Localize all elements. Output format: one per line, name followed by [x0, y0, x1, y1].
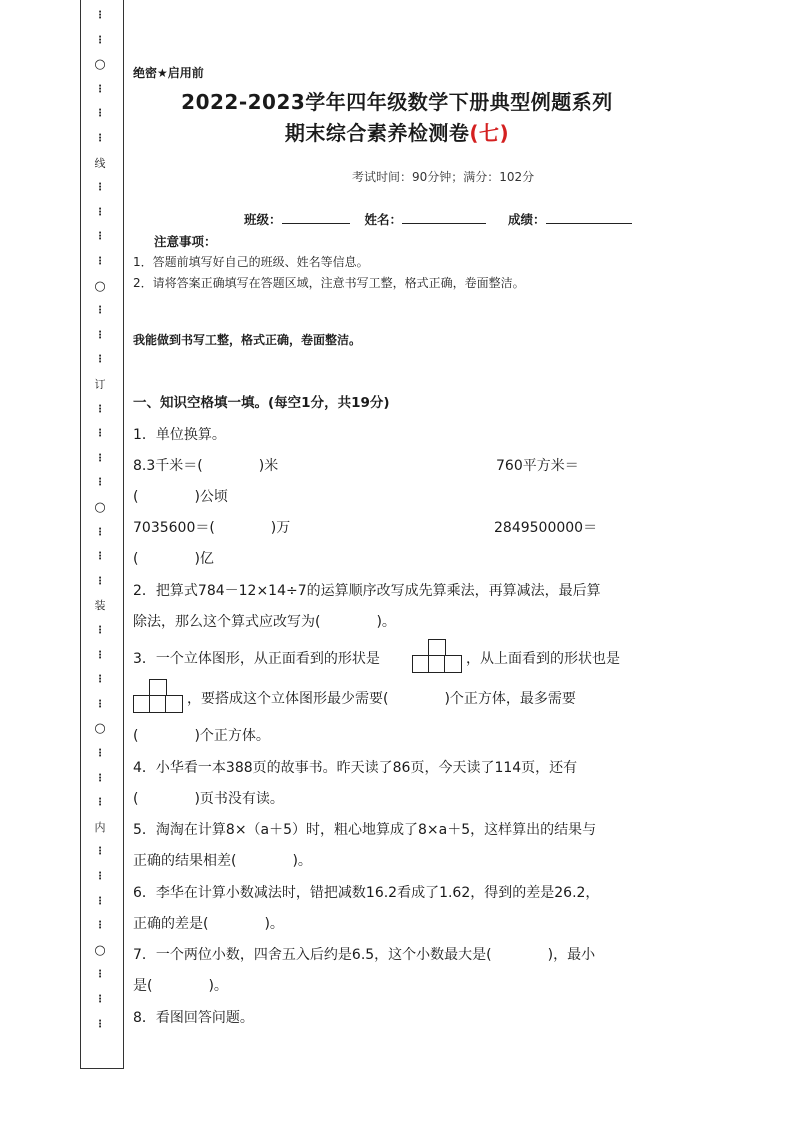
binding-dots: ⋮ — [95, 649, 105, 661]
binding-dots: ⋮ — [95, 206, 105, 218]
paper-title-line1: 2022-2023学年四年级数学下册典型例题系列 — [181, 90, 613, 114]
score-blank[interactable] — [546, 211, 632, 224]
question-1-c: 7035600＝( )万 — [133, 520, 291, 536]
binding-dots: ⋮ — [95, 182, 105, 194]
binding-dots: ⋮ — [95, 83, 105, 95]
binding-dots: ⋮ — [95, 748, 105, 759]
binding-dots: ⋮ — [95, 452, 105, 464]
binding-word: 线 — [94, 156, 106, 170]
binding-dots: ⋮ — [95, 305, 105, 317]
question-4-line2: ( )页书没有读。 — [133, 791, 284, 807]
binding-dots: ⋮ — [95, 698, 105, 710]
binding-dots: ⋮ — [95, 772, 105, 784]
score-label: 成绩： — [508, 212, 546, 227]
binding-dots: ⋮ — [95, 895, 105, 907]
binding-dots: ⋮ — [95, 403, 105, 415]
binding-word: 装 — [94, 599, 106, 613]
secret-label: 绝密★启用前 — [133, 66, 204, 80]
binding-dots: ⋮ — [95, 477, 105, 489]
question-2-line1: 2．把算式784－12×14÷7的运算顺序改写成先算乘法，再算减法，最后算 — [133, 583, 601, 599]
question-5-line2: 正确的结果相差( )。 — [133, 853, 312, 869]
note-item: 1．答题前填写好自己的班级、姓名等信息。 — [133, 255, 369, 269]
paper-title-number: (七) — [469, 121, 510, 145]
binding-dots: ⋮ — [95, 1018, 105, 1030]
binding-dots: ⋮ — [95, 797, 105, 809]
binding-dots: ⋮ — [95, 846, 105, 858]
binding-margin-text — [91, 0, 109, 1068]
student-info-fields — [244, 210, 632, 228]
binding-word: 订 — [94, 378, 106, 391]
question-3-line1a: 3．一个立体图形，从正面看到的形状是 — [133, 651, 380, 667]
binding-dots: ⋮ — [95, 674, 105, 686]
binding-dots: ⋮ — [95, 871, 105, 882]
question-3-line1b: ，从上面看到的形状也是 — [466, 651, 620, 667]
binding-dots: ⋮ — [95, 329, 105, 341]
binding-dots: ⋮ — [95, 10, 105, 21]
question-1-b-answer: ( )公顷 — [133, 489, 228, 505]
binding-dots: ⋮ — [95, 133, 105, 144]
question-6-line1: 6．李华在计算小数减法时，错把减数16.2看成了1.62，得到的差是26.2， — [133, 885, 600, 901]
note-item: 2．请将答案正确填写在答题区域，注意书写工整，格式正确，卷面整洁。 — [133, 276, 525, 290]
question-6-line2: 正确的差是( )。 — [133, 916, 284, 932]
question-7-line1: 7．一个两位小数，四舍五入后约是6.5，这个小数最大是( )，最小 — [133, 947, 596, 963]
binding-dots: ⋮ — [95, 625, 105, 636]
question-1-b: 760平方米＝ — [496, 458, 579, 474]
question-3-line2: ，要搭成这个立体图形最少需要( )个正方体，最多需要 — [187, 691, 576, 707]
binding-circle: ○ — [94, 942, 106, 958]
class-label: 班级： — [244, 212, 282, 227]
question-1-a: 8.3千米＝( )米 — [133, 458, 279, 474]
binding-dots: ⋮ — [95, 994, 105, 1005]
binding-dots: ⋮ — [95, 526, 105, 538]
name-label: 姓名： — [364, 212, 403, 227]
question-5-line1: 5．淘淘在计算8×（a＋5）时，粗心地算成了8×a＋5，这样算出的结果与 — [133, 822, 597, 838]
binding-circle: ○ — [94, 278, 106, 294]
binding-circle: ○ — [94, 57, 106, 73]
binding-dots: ⋮ — [95, 969, 105, 981]
paper-title-main: 期末综合素养检测卷 — [284, 121, 470, 145]
question-3-line3: ( )个正方体。 — [133, 728, 270, 744]
question-1-d-answer: ( )亿 — [133, 551, 214, 567]
exam-info: 考试时间：90分钟；满分：102分 — [352, 170, 535, 184]
binding-circle: ○ — [94, 721, 106, 737]
binding-dots: ⋮ — [95, 231, 105, 243]
binding-dots: ⋮ — [95, 575, 105, 587]
question-1-stem: 1．单位换算。 — [133, 427, 226, 443]
question-1-d: 2849500000＝ — [494, 520, 598, 536]
question-8-line1: 8．看图回答问题。 — [133, 1010, 254, 1026]
section-1-title: 一、知识空格填一填。(每空1分，共19分) — [133, 395, 390, 411]
neatness-pledge: 我能做到书写工整，格式正确，卷面整洁。 — [133, 333, 362, 347]
binding-word: 内 — [94, 820, 106, 834]
binding-dots: ⋮ — [95, 551, 105, 563]
question-4-line1: 4．小华看一本388页的故事书。昨天读了86页，今天读了114页，还有 — [133, 760, 578, 776]
notes-title: 注意事项： — [154, 234, 217, 249]
name-blank[interactable] — [402, 211, 486, 224]
question-7-line2: 是( )。 — [133, 978, 228, 994]
binding-circle: ○ — [94, 500, 106, 515]
binding-dots: ⋮ — [95, 354, 105, 366]
binding-dots: ⋮ — [95, 34, 105, 46]
binding-dots: ⋮ — [95, 428, 105, 440]
question-2-line2: 除法，那么这个算式应改写为( )。 — [133, 614, 396, 630]
class-blank[interactable] — [282, 211, 350, 224]
binding-dots: ⋮ — [95, 256, 105, 267]
paper-title-line2 — [0, 117, 794, 146]
binding-dots: ⋮ — [95, 920, 105, 932]
binding-dots: ⋮ — [95, 108, 105, 120]
